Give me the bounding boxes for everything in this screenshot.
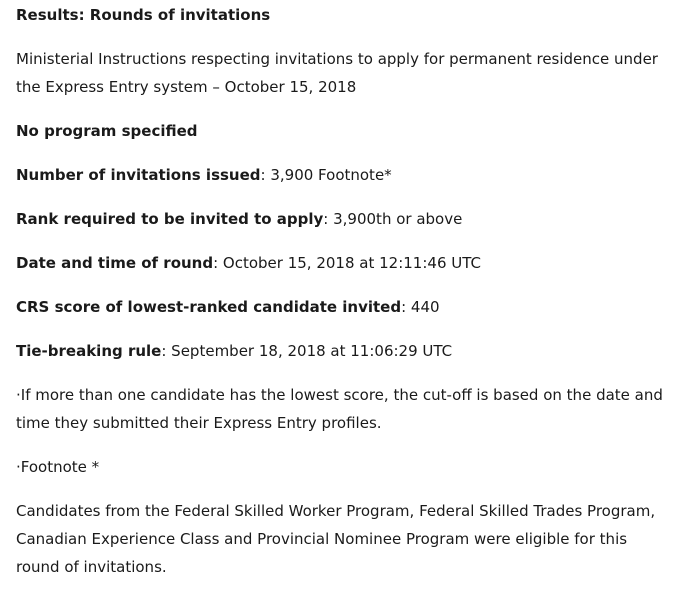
- crs-row: [16, 297, 686, 317]
- date-time-row: [16, 253, 686, 273]
- date-time-value: : October 15, 2018 at 12:11:46 UTC: [213, 254, 481, 272]
- rank-label: Rank required to be invited to apply: [16, 210, 324, 228]
- program-heading: No program specified: [16, 122, 198, 140]
- date-time-label: Date and time of round: [16, 254, 214, 272]
- tie-row: [16, 341, 686, 361]
- page-title: Results: Rounds of invitations: [16, 6, 271, 24]
- intro-line-1: Ministerial Instructions respecting invitations to apply for permanent residence under: [16, 50, 658, 68]
- invitations-row: [16, 165, 686, 185]
- intro-line-2: the Express Entry system – October 15, 2018: [16, 78, 357, 96]
- tie-note-line-1: ·If more than one candidate has the lowest score, the cut-off is based on the date and: [16, 386, 663, 404]
- footnote-label: ·Footnote *: [16, 458, 100, 476]
- tie-label: Tie-breaking rule: [16, 342, 162, 360]
- footnote-line-2: Canadian Experience Class and Provincial Nominee Program were eligible for this: [16, 530, 628, 548]
- tie-note-line-2: time they submitted their Express Entry profiles.: [16, 414, 382, 432]
- invitations-value: : 3,900 Footnote*: [260, 166, 392, 184]
- invitations-label: Number of invitations issued: [16, 166, 261, 184]
- crs-label: CRS score of lowest-ranked candidate invited: [16, 298, 402, 316]
- crs-value: : 440: [401, 298, 440, 316]
- rank-value: : 3,900th or above: [323, 210, 463, 228]
- footnote-line-3: round of invitations.: [16, 558, 167, 576]
- rank-row: [16, 209, 686, 229]
- tie-value: : September 18, 2018 at 11:06:29 UTC: [161, 342, 453, 360]
- footnote-line-1: Candidates from the Federal Skilled Worker Program, Federal Skilled Trades Program,: [16, 502, 656, 520]
